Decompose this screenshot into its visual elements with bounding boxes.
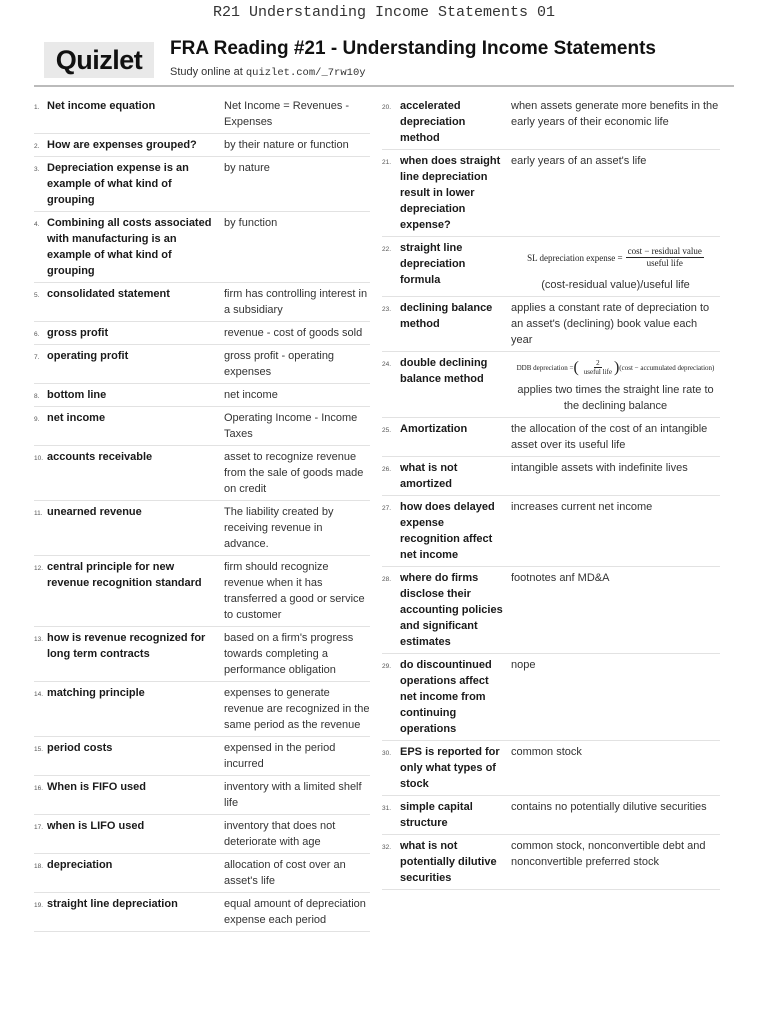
- document-title: R21 Understanding Income Statements 01: [212, 4, 556, 21]
- card-number: 14.: [34, 691, 44, 698]
- card-number: 9.: [34, 416, 40, 423]
- card-row: [34, 283, 370, 322]
- card-term: do discountinued operations affect net income from continuing operations: [400, 659, 492, 735]
- card-number: 18.: [34, 863, 44, 870]
- card-number: 4.: [34, 221, 40, 228]
- card-row: [34, 446, 370, 501]
- sl-depreciation-formula: [511, 246, 720, 269]
- card-row: [382, 237, 720, 297]
- formula-text: applies two times the straight line rate to the declining balance: [517, 384, 714, 412]
- card-term: accelerated depreciation method: [400, 100, 466, 144]
- card-number: 3.: [34, 166, 40, 173]
- card-row: [382, 654, 720, 741]
- card-definition: by nature: [224, 162, 270, 174]
- card-number: 24.: [382, 361, 392, 368]
- formula-text: (cost-residual value)/useful life: [541, 279, 690, 291]
- card-row: [382, 418, 720, 457]
- card-term: central principle for new revenue recognition standard: [47, 561, 202, 589]
- card-number: 16.: [34, 785, 44, 792]
- card-row: [34, 815, 370, 854]
- card-definition: nope: [511, 659, 536, 671]
- card-number: 29.: [382, 663, 392, 670]
- card-number: 1.: [34, 104, 40, 111]
- study-online-label: Study online at: [170, 66, 246, 78]
- card-definition: applies a constant rate of depreciation to an asset's (declining) book value each year: [511, 302, 710, 346]
- card-definition: by their nature or function: [224, 139, 349, 151]
- card-number: 2.: [34, 143, 40, 150]
- card-number: 22.: [382, 246, 392, 253]
- card-row: [34, 157, 370, 212]
- card-row: [34, 212, 370, 283]
- card-number: 10.: [34, 455, 44, 462]
- card-term: what is not potentially dilutive securities: [400, 840, 497, 884]
- card-term: how does delayed expense recognition affect net income: [400, 501, 495, 561]
- card-term: period costs: [47, 742, 113, 754]
- card-number: 19.: [34, 902, 44, 909]
- card-number: 23.: [382, 306, 392, 313]
- formula-numerator: 2: [596, 359, 600, 367]
- card-row: [34, 134, 370, 157]
- card-term: what is not amortized: [400, 462, 458, 490]
- card-row: [34, 854, 370, 893]
- card-row: [34, 737, 370, 776]
- formula-denominator: useful life: [646, 258, 683, 268]
- card-term: EPS is reported for only what types of stock: [400, 746, 500, 790]
- card-row: [34, 556, 370, 627]
- card-row: [382, 567, 720, 654]
- card-definition: Operating Income - Income Taxes: [224, 412, 358, 440]
- card-term: unearned revenue: [47, 506, 142, 518]
- card-term: Net income equation: [47, 100, 156, 112]
- card-definition: footnotes anf MD&A: [511, 572, 610, 584]
- card-number: 25.: [382, 427, 392, 434]
- card-number: 28.: [382, 576, 392, 583]
- card-definition: firm has controlling interest in a subsidiary: [224, 288, 368, 316]
- card-term: when is LIFO used: [47, 820, 145, 832]
- card-term: declining balance method: [400, 302, 493, 330]
- card-definition: net income: [224, 389, 278, 401]
- card-number: 27.: [382, 505, 392, 512]
- card-definition: revenue - cost of goods sold: [224, 327, 363, 339]
- card-row: [382, 835, 720, 890]
- card-row: [34, 95, 370, 134]
- card-term: Depreciation expense is an example of what kind of grouping: [47, 162, 189, 206]
- study-url-link[interactable]: quizlet.com/_7rw10y: [245, 67, 366, 79]
- card-definition: when assets generate more benefits in the early years of their economic life: [511, 100, 719, 128]
- card-definition: equal amount of depreciation expense each period: [224, 898, 366, 926]
- card-term: net income: [47, 412, 106, 424]
- card-definition: common stock, nonconvertible debt and nonconvertible preferred stock: [511, 840, 706, 868]
- card-number: 21.: [382, 159, 392, 166]
- card-number: 15.: [34, 746, 44, 753]
- card-definition: expensed in the period incurred: [224, 742, 336, 770]
- card-number: 5.: [34, 292, 40, 299]
- card-row: [34, 893, 370, 932]
- formula-fraction: [626, 246, 704, 269]
- card-term: straight line depreciation: [47, 898, 178, 910]
- card-term: matching principle: [47, 687, 145, 699]
- card-definition: early years of an asset's life: [511, 155, 647, 167]
- card-definition: expenses to generate revenue are recognized in the same period as the revenue: [224, 687, 370, 731]
- formula-numerator: cost − residual value: [627, 246, 702, 256]
- page-title: FRA Reading #21 - Understanding Income Statements: [170, 38, 656, 59]
- card-definition: contains no potentially dilutive securities: [511, 801, 707, 813]
- card-term: double declining balance method: [400, 357, 488, 385]
- formula-lhs: DDB depreciation =: [516, 363, 574, 372]
- formula-denominator: useful life: [583, 368, 612, 376]
- card-definition: gross profit - operating expenses: [224, 350, 335, 378]
- card-number: 30.: [382, 750, 392, 757]
- card-row: [34, 776, 370, 815]
- study-online-line: [170, 66, 366, 79]
- card-row: [382, 95, 720, 150]
- card-row: [382, 150, 720, 237]
- card-definition: firm should recognize revenue when it has transferred a good or service to customer: [224, 561, 365, 621]
- card-number: 26.: [382, 466, 392, 473]
- card-definition: inventory that does not deteriorate with age: [224, 820, 336, 848]
- card-term: when does straight line depreciation result in lower depreciation expense?: [400, 155, 501, 231]
- card-term: How are expenses grouped?: [47, 139, 197, 151]
- formula-lhs: SL depreciation expense =: [527, 252, 623, 263]
- card-definition: allocation of cost over an asset's life: [224, 859, 346, 887]
- card-row: [34, 501, 370, 556]
- card-row: [382, 796, 720, 835]
- card-term: simple capital structure: [400, 801, 473, 829]
- card-term: depreciation: [47, 859, 113, 871]
- card-number: 32.: [382, 844, 392, 851]
- card-definition: asset to recognize revenue from the sale of goods made on credit: [224, 451, 364, 495]
- formula-rhs: (cost − accumulated depreciation): [619, 363, 715, 372]
- ddb-depreciation-formula: [511, 359, 720, 376]
- card-row: [34, 682, 370, 737]
- card-number: 17.: [34, 824, 44, 831]
- card-row: [34, 407, 370, 446]
- card-definition: [511, 240, 720, 293]
- card-term: bottom line: [47, 389, 107, 401]
- card-number: 11.: [34, 510, 43, 517]
- card-definition: Net Income = Revenues - Expenses: [224, 100, 350, 128]
- card-term: how is revenue recognized for long term contracts: [47, 632, 206, 660]
- card-definition: based on a firm's progress towards completing a performance obligation: [224, 632, 354, 676]
- card-term: Combining all costs associated with manufacturing is an example of what kind of grouping: [47, 217, 212, 277]
- formula-fraction: [582, 359, 614, 376]
- card-row: [382, 496, 720, 567]
- card-definition: by function: [224, 217, 278, 229]
- right-card-column: [382, 95, 720, 890]
- quizlet-logo: Quizlet: [44, 42, 154, 78]
- card-number: 13.: [34, 636, 44, 643]
- left-card-column: [34, 95, 370, 932]
- card-number: 31.: [382, 805, 392, 812]
- card-number: 8.: [34, 393, 40, 400]
- card-row: [34, 345, 370, 384]
- card-definition: inventory with a limited shelf life: [224, 781, 362, 809]
- card-row: [382, 457, 720, 496]
- card-definition: [511, 355, 720, 414]
- card-row: [34, 627, 370, 682]
- card-number: 7.: [34, 354, 40, 361]
- card-definition: increases current net income: [511, 501, 653, 513]
- card-number: 12.: [34, 565, 44, 572]
- card-term: straight line depreciation formula: [400, 242, 466, 286]
- card-row: [382, 297, 720, 352]
- card-number: 6.: [34, 331, 40, 338]
- card-term: When is FIFO used: [47, 781, 147, 793]
- close-paren: ): [613, 358, 620, 376]
- card-term: accounts receivable: [47, 451, 153, 463]
- card-definition: common stock: [511, 746, 582, 758]
- card-row: [34, 384, 370, 407]
- card-definition: the allocation of the cost of an intangible asset over its useful life: [511, 423, 708, 451]
- card-term: consolidated statement: [47, 288, 170, 300]
- card-term: operating profit: [47, 350, 129, 362]
- card-row: [382, 352, 720, 418]
- open-paren: (: [573, 358, 579, 376]
- card-row: [382, 741, 720, 796]
- card-number: 20.: [382, 104, 392, 111]
- card-definition: The liability created by receiving revenue in advance.: [224, 506, 334, 550]
- card-definition: intangible assets with indefinite lives: [511, 462, 688, 474]
- card-term: Amortization: [400, 423, 468, 435]
- card-term: where do firms disclose their accounting policies and significant estimates: [400, 572, 503, 648]
- card-row: [34, 322, 370, 345]
- header-divider: [34, 85, 734, 87]
- card-term: gross profit: [47, 327, 109, 339]
